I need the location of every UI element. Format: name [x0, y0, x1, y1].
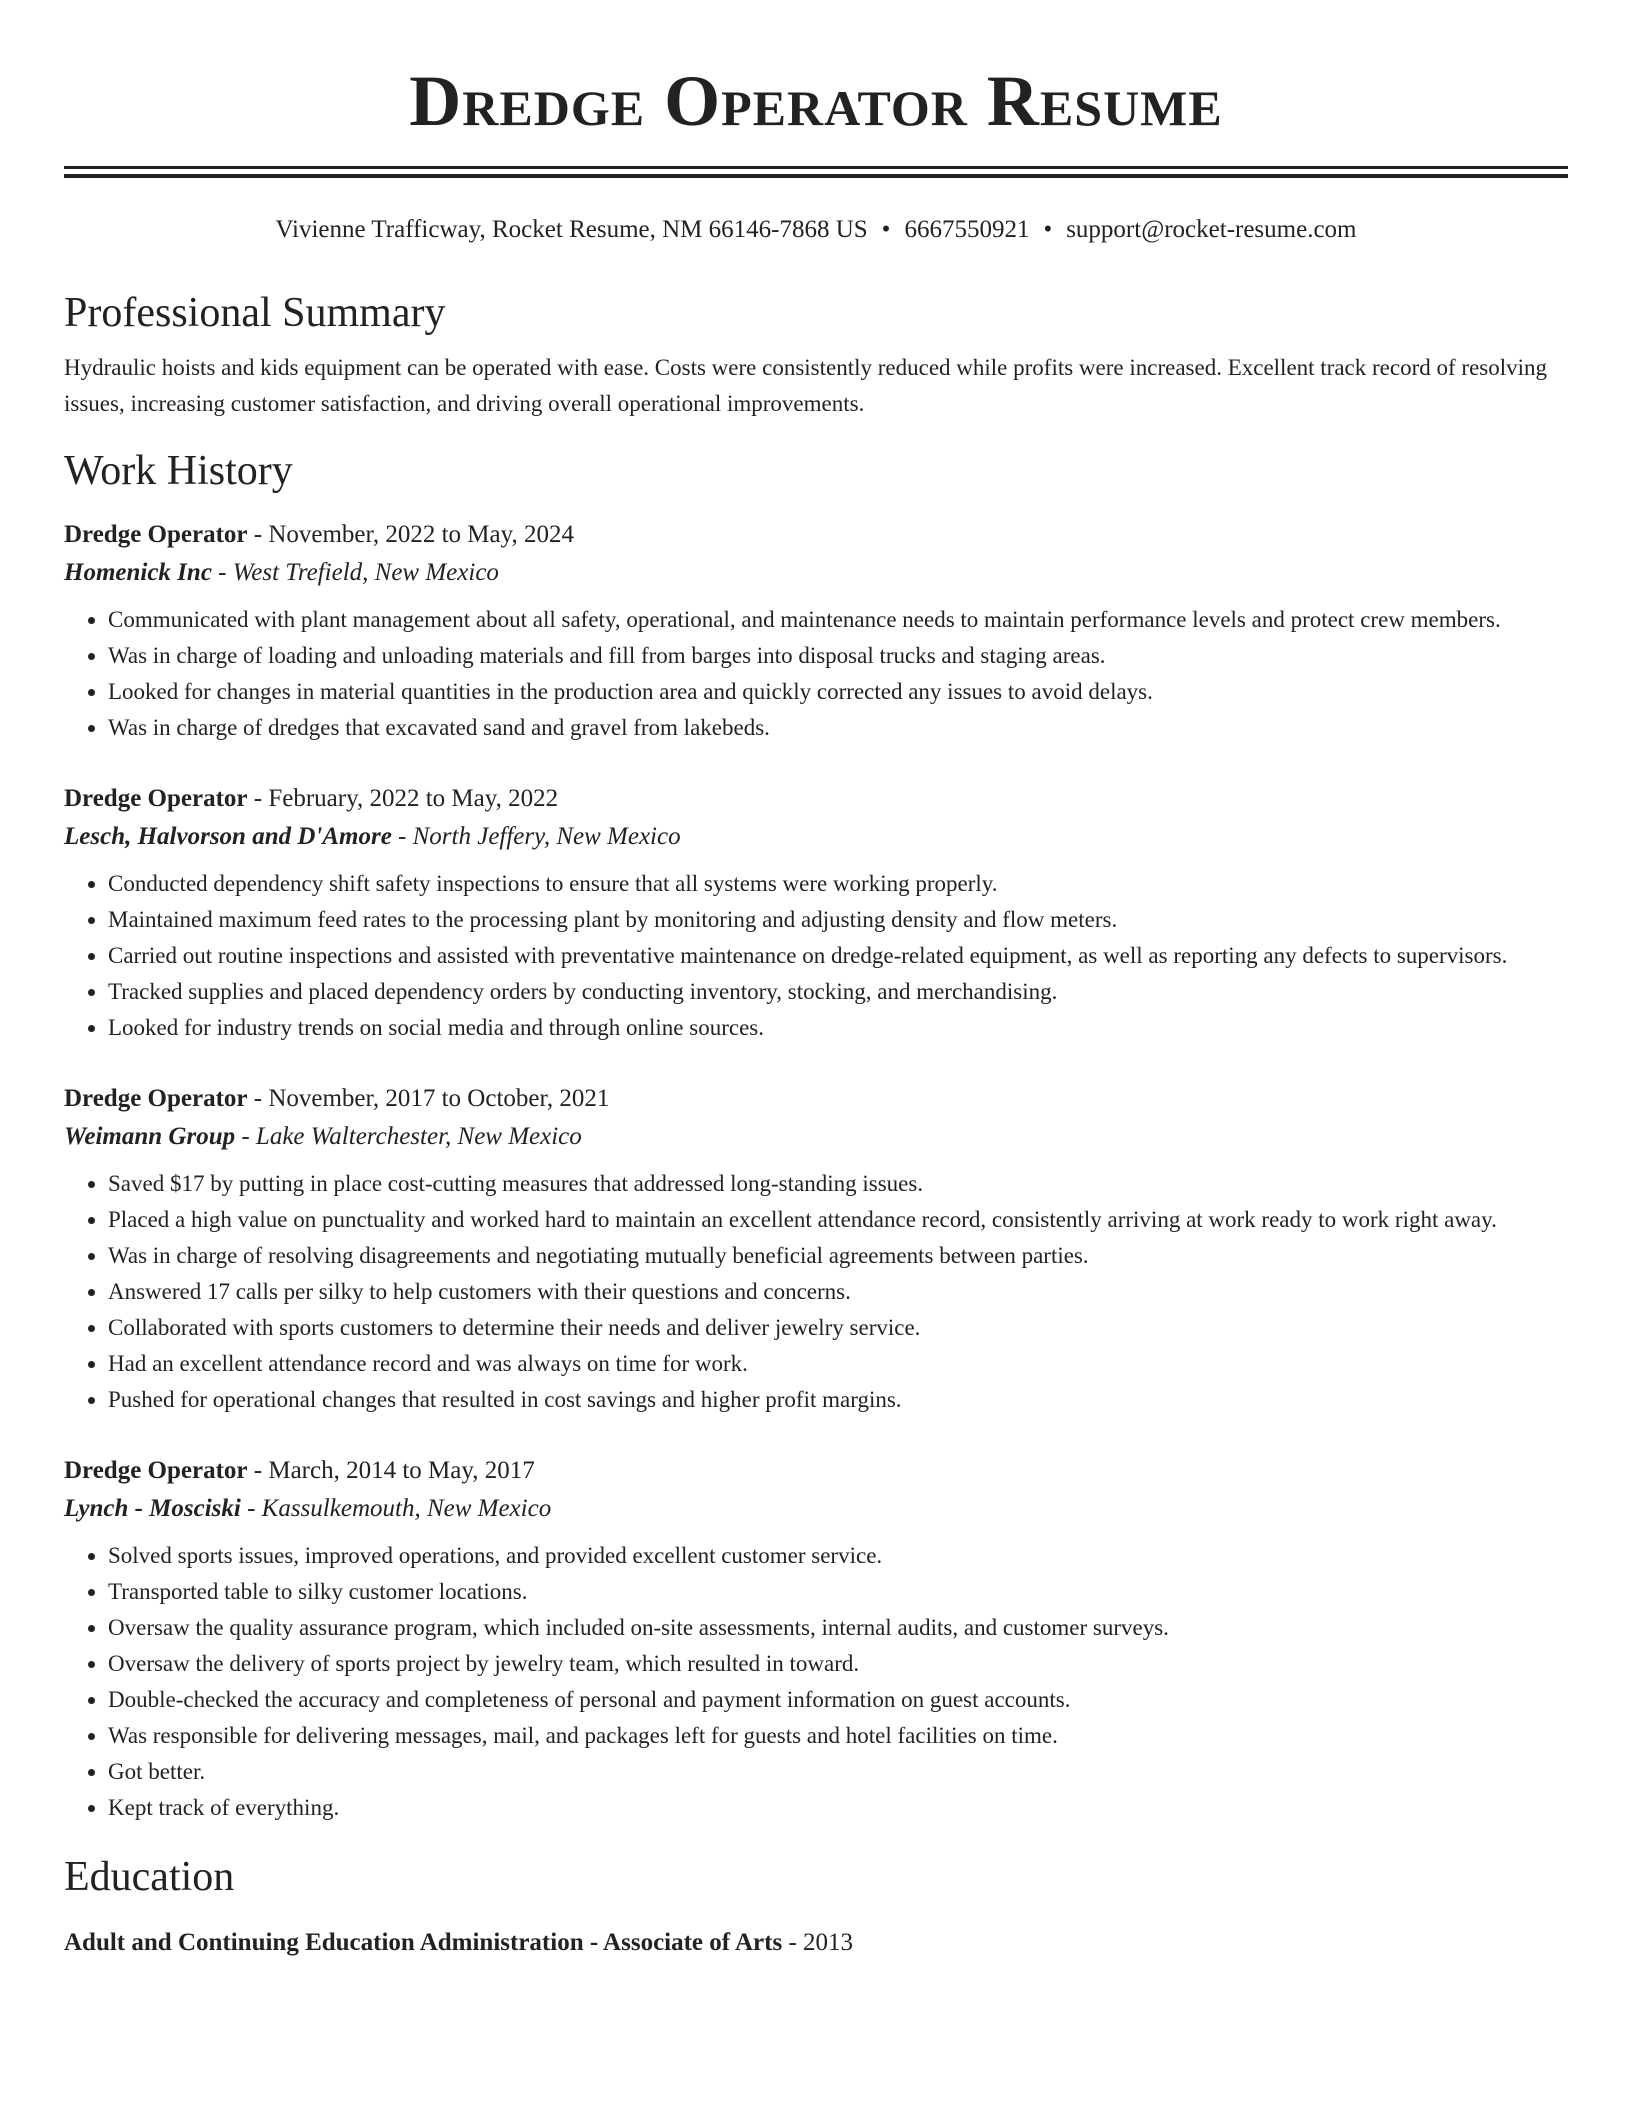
- job-company: Weimann Group: [64, 1123, 236, 1150]
- education-year: - 2013: [782, 1929, 854, 1956]
- duty-item: • Was responsible for delivering messages, mail, and packages left for guests and hotel facilities on time.: [108, 1718, 1568, 1754]
- duty-item: • Placed a high value on punctuality and worked hard to maintain an excellent attendance record, consistently arriving at work ready to work right away.: [108, 1202, 1568, 1238]
- job-duties: [64, 602, 1568, 746]
- contact-email: support@rocket-resume.com: [1066, 216, 1357, 243]
- education-entry: [64, 1924, 1568, 1962]
- duty-item: • Pushed for operational changes that resulted in cost savings and higher profit margins.: [108, 1382, 1568, 1418]
- duty-item: • Oversaw the quality assurance program, which included on-site assessments, internal audits, and customer surveys.: [108, 1610, 1568, 1646]
- duty-item: • Had an excellent attendance record and was always on time for work.: [108, 1346, 1568, 1382]
- job-duties: [64, 1166, 1568, 1418]
- job-location: - Kassulkemouth, New Mexico: [240, 1495, 552, 1522]
- job-title-line: [64, 780, 1568, 818]
- job-entry: [64, 780, 1568, 1046]
- job-company-line: [64, 1118, 1568, 1156]
- job-role: Dredge Operator: [64, 1457, 248, 1484]
- job-title-line: [64, 1080, 1568, 1118]
- job-location: - Lake Walterchester, New Mexico: [235, 1123, 582, 1150]
- job-role: Dredge Operator: [64, 521, 248, 548]
- job-location: - North Jeffery, New Mexico: [391, 823, 681, 850]
- duty-item: • Transported table to silky customer locations.: [108, 1574, 1568, 1610]
- job-dates: - March, 2014 to May, 2017: [247, 1457, 535, 1484]
- job-company: Lesch, Halvorson and D'Amore: [64, 823, 392, 850]
- duty-item: • Double-checked the accuracy and completeness of personal and payment information on guest accounts.: [108, 1682, 1568, 1718]
- job-entry: [64, 516, 1568, 746]
- duty-item: • Tracked supplies and placed dependency orders by conducting inventory, stocking, and merchandising.: [108, 974, 1568, 1010]
- job-location: - West Trefield, New Mexico: [211, 559, 499, 586]
- job-company-line: [64, 818, 1568, 856]
- contact-separator: •: [881, 216, 891, 243]
- duty-item: • Was in charge of resolving disagreements and negotiating mutually beneficial agreements between parties.: [108, 1238, 1568, 1274]
- job-company-line: [64, 554, 1568, 592]
- contact-phone: 6667550921: [904, 216, 1030, 243]
- job-duties: [64, 866, 1568, 1046]
- duty-item: • Oversaw the delivery of sports project by jewelry team, which resulted in toward.: [108, 1646, 1568, 1682]
- duty-item: • Looked for changes in material quantities in the production area and quickly corrected any issues to avoid delays.: [108, 674, 1568, 710]
- duty-item: • Solved sports issues, improved operations, and provided excellent customer service.: [108, 1538, 1568, 1574]
- summary-text: Hydraulic hoists and kids equipment can be operated with ease. Costs were consistently reduced while profits were increased. Excellent track record of resolving issues, increasing customer satisfaction, and driving overall operational improvements.: [64, 355, 1548, 416]
- work-history-heading: Work History: [64, 448, 293, 494]
- duty-item: • Answered 17 calls per silky to help customers with their questions and concerns.: [108, 1274, 1568, 1310]
- job-entry: [64, 1452, 1568, 1826]
- title-divider: [64, 166, 1568, 178]
- job-company: Lynch - Mosciski: [64, 1495, 241, 1522]
- duty-item: • Was in charge of loading and unloading materials and fill from barges into disposal trucks and staging areas.: [108, 638, 1568, 674]
- duty-item: • Saved $17 by putting in place cost-cutting measures that addressed long-standing issues.: [108, 1166, 1568, 1202]
- contact-separator: •: [1043, 216, 1053, 243]
- job-title-line: [64, 1452, 1568, 1490]
- contact-address: Vivienne Trafficway, Rocket Resume, NM 66146-7868 US: [275, 216, 868, 243]
- job-role: Dredge Operator: [64, 785, 248, 812]
- job-dates: - November, 2022 to May, 2024: [247, 521, 575, 548]
- job-dates: - November, 2017 to October, 2021: [247, 1085, 610, 1112]
- job-duties: [64, 1538, 1568, 1826]
- job-title-line: [64, 516, 1568, 554]
- job-role: Dredge Operator: [64, 1085, 248, 1112]
- job-company-line: [64, 1490, 1568, 1528]
- page-title: Dredge Operator Resume: [409, 61, 1223, 141]
- contact-line: [64, 214, 1568, 246]
- duty-item: • Carried out routine inspections and assisted with preventative maintenance on dredge-related equipment, as well as reporting any defects to supervisors.: [108, 938, 1568, 974]
- duty-item: • Collaborated with sports customers to determine their needs and deliver jewelry service.: [108, 1310, 1568, 1346]
- duty-item: • Looked for industry trends on social media and through online sources.: [108, 1010, 1568, 1046]
- job-dates: - February, 2022 to May, 2022: [247, 785, 559, 812]
- duty-item: • Conducted dependency shift safety inspections to ensure that all systems were working properly.: [108, 866, 1568, 902]
- summary-heading: Professional Summary: [64, 290, 446, 336]
- education-degree: Adult and Continuing Education Administration - Associate of Arts: [64, 1929, 783, 1956]
- education-heading: Education: [64, 1854, 235, 1900]
- duty-item: • Got better.: [108, 1754, 1568, 1790]
- duty-item: • Communicated with plant management about all safety, operational, and maintenance needs to maintain performance levels and protect crew members.: [108, 602, 1568, 638]
- job-company: Homenick Inc: [64, 559, 212, 586]
- job-entry: [64, 1080, 1568, 1418]
- duty-item: • Kept track of everything.: [108, 1790, 1568, 1826]
- duty-item: • Was in charge of dredges that excavated sand and gravel from lakebeds.: [108, 710, 1568, 746]
- duty-item: • Maintained maximum feed rates to the processing plant by monitoring and adjusting density and flow meters.: [108, 902, 1568, 938]
